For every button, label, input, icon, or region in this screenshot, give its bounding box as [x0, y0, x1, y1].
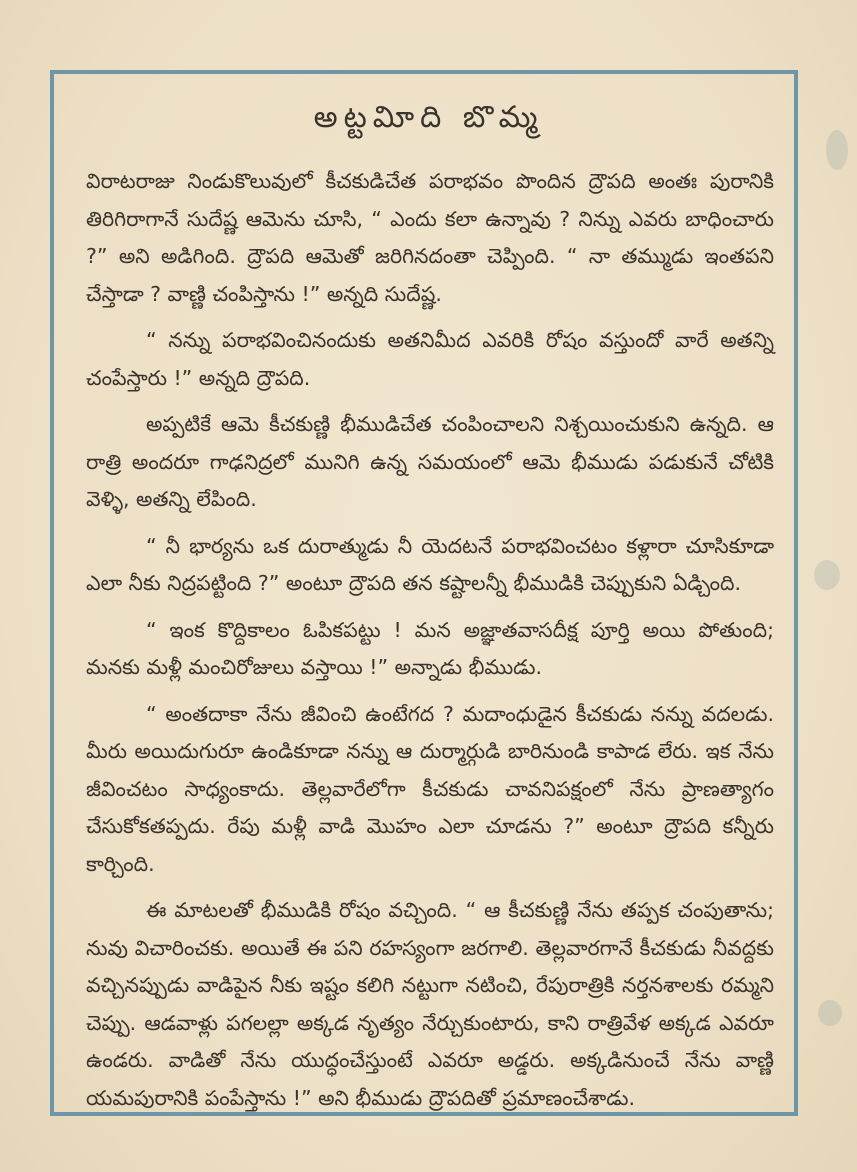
paper-stain [814, 560, 840, 590]
paragraph: “ నీ భార్యను ఒక దురాత్ముడు నీ యెదటనే పరాభవించటం కళ్లారా చూసికూడా ఎలా నీకు నిద్రపట్టింది ?” అంటూ ద్రౌపది తన కష్టాలన్నీ భీముడికి చెప్పుకుని ఏడ్చింది. [86, 533, 774, 595]
paragraph: ఈ మాటలతో భీముడికి రోషం వచ్చింది. “ ఆ కీచకుణ్ణి నేను తప్పక చంపుతాను; నువు విచారించకు. అయితే ఈ పని రహస్యంగా జరగాలి. తెల్లవారగానే కీచకుడు నీవద్దకు వచ్చినప్పుడు వాడిపైన నీకు ఇష్టం కలిగి నట్టుగా నటించి, రేపురాత్రికి నర్తనశాలకు రమ్మని చెప్పు. ఆడవాళ్లు పగలల్లా అక్కడ నృత్యం నేర్చుకుంటారు, కాని రాత్రివేళ అక్కడ ఎవరూ ఉండరు. వాడితో నేను యుద్ధంచేస్తుంటే ఎవరూ అడ్డరు. అక్కడినుంచే నేను వాణ్ణి యమపురానికి పంపేస్తాను !” అని భీముడు ద్రౌపదితో ప్రమాణంచేశాడు. [86, 898, 774, 1110]
paragraph: విరాటరాజు నిండుకొలువులో కీచకుడిచేత పరాభవం పొందిన ద్రౌపది అంతః పురానికి తిరిగిరాగానే సుదేష్ణ ఆమెను చూసి, “ ఎందు కలా ఉన్నావు ? నిన్ను ఎవరు బాధించారు ?” అని అడిగింది. ద్రౌపది ఆమెతో జరిగినదంతా చెప్పింది. “ నా తమ్ముడు ఇంతపని చేస్తాడా ? వాణ్ణి చంపిస్తాను !” అన్నది సుదేష్ణ. [86, 169, 774, 306]
paragraph: “ అంతదాకా నేను జీవించి ఉంటేగద ? మదాంధుడైన కీచకుడు నన్ను వదలడు. మీరు అయిదుగురూ ఉండికూడా నన్ను ఆ దుర్మార్గుడి బారినుండి కాపాడ లేరు. ఇక నేను జీవించటం సాధ్యంకాదు. తెల్లవారేలోగా కీచకుడు చావనిపక్షంలో నేను ప్రాణత్యాగం చేసుకోకతప్పదు. రేపు మళ్లీ వాడి మొహం ఎలా చూడను ?” అంటూ ద్రౌపది కన్నీరు కార్చింది. [86, 701, 774, 876]
paragraph: అప్పటికే ఆమె కీచకుణ్ణి భీముడిచేత చంపించాలని నిశ్చయించుకుని ఉన్నది. ఆ రాత్రి అందరూ గాఢనిద్రలో మునిగి ఉన్న సమయంలో ఆమె భీముడు పడుకునే చోటికి వెళ్ళి, అతన్ని లేపింది. [86, 412, 774, 511]
paragraph: “ ఇంక కొద్దికాలం ఓపికపట్టు ! మన అజ్ఞాతవాసదీక్ష పూర్తి అయి పోతుంది; మనకు మళ్లీ మంచిరోజులు వస్తాయి !” అన్నాడు భీముడు. [86, 617, 774, 679]
paragraph: “ నన్ను పరాభవించినందుకు అతనిమీద ఎవరికి రోషం వస్తుందో వారే అతన్ని చంపేస్తారు !” అన్నది ద్రౌపది. [86, 328, 774, 390]
paper-stain [818, 1000, 842, 1026]
story-body [86, 163, 774, 1126]
page-title: అట్టవిూది బొమ్మ [313, 100, 544, 135]
